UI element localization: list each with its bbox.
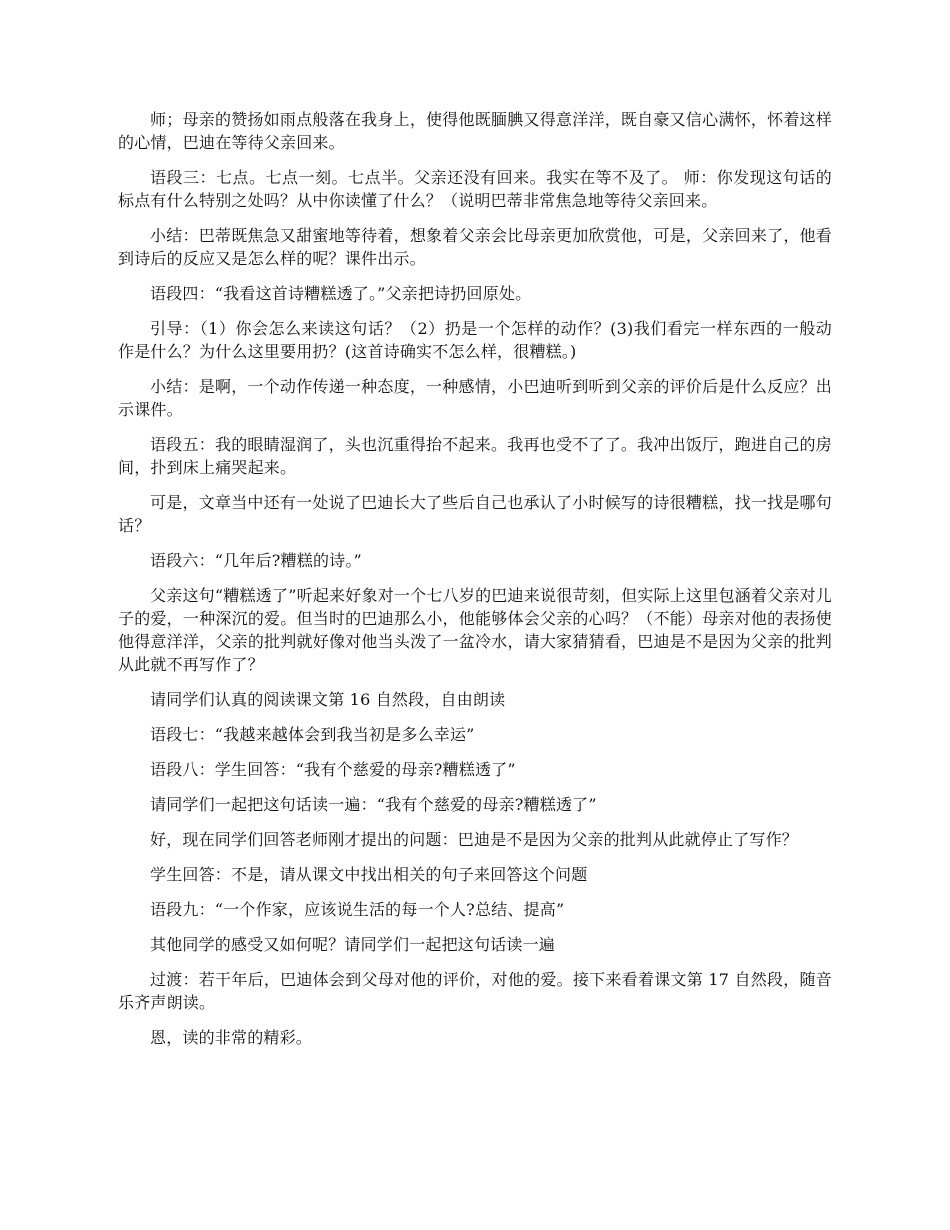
paragraph: 语段七：“我越来越体会到我当初是多么幸运” — [150, 725, 475, 744]
paragraph: 好，现在同学们回答老师刚才提出的问题：巴迪是不是因为父亲的批判从此就停止了写作？ — [150, 830, 799, 849]
paragraph: 过渡：若干年后，巴迪体会到父母对他的评价，对他的爱。接下来看着课文第 17 自然段，随音乐齐声朗读。 — [118, 970, 832, 1012]
paragraph: 小结：是啊，一个动作传递一种态度，一种感情，小巴迪听到听到父亲的评价后是什么反应？出示课件。 — [118, 377, 832, 419]
paragraph: 请同学们一起把这句话读一遍：“我有个慈爱的母亲?糟糕透了” — [150, 795, 597, 814]
paragraph: 语段九：“一个作家，应该说生活的每一个人?总结、提高” — [150, 900, 565, 919]
paragraph: 语段五：我的眼睛湿润了，头也沉重得抬不起来。我再也受不了了。我冲出饭厅，跑进自己的房间，扑到床上痛哭起来。 — [118, 435, 832, 477]
paragraph: 恩，读的非常的精彩。 — [150, 1028, 313, 1047]
paragraph: 父亲这句“糟糕透了”听起来好象对一个七八岁的巴迪来说很苛刻，但实际上这里包涵着父亲对儿子的爱，一种深沉的爱。但当时的巴迪那么小，他能够体会父亲的心吗？（不能）母亲对他的表扬使他得意洋洋，父亲的批判就好像对他当头泼了一盆冷水，请大家猜猜看，巴迪是不是因为父亲的批判从此就不再写作了？ — [118, 586, 832, 674]
paragraph: 引导：（1）你会怎么来读这句话？（2）扔是一个怎样的动作？(3)我们看完一样东西的一般动作是什么？为什么这里要用扔？(这首诗确实不怎么样，很糟糕。) — [118, 319, 832, 361]
paragraph: 语段六：“几年后?糟糕的诗。” — [150, 551, 362, 570]
paragraph: 师；母亲的赞扬如雨点般落在我身上，使得他既腼腆又得意洋洋，既自豪又信心满怀，怀着这样的心情，巴迪在等待父亲回来。 — [118, 110, 832, 152]
paragraph: 请同学们认真的阅读课文第 16 自然段，自由朗读 — [150, 690, 506, 709]
paragraph: 语段三：七点。七点一刻。七点半。父亲还没有回来。我实在等不及了。 师：你发现这句话的标点有什么特别之处吗？从中你读懂了什么？（说明巴蒂非常焦急地等待父亲回来。 — [118, 168, 832, 210]
paragraph: 语段八：学生回答：“我有个慈爱的母亲?糟糕透了” — [150, 760, 516, 779]
paragraph: 可是，文章当中还有一处说了巴迪长大了些后自己也承认了小时候写的诗很糟糕，找一找是哪句话？ — [118, 493, 832, 535]
paragraph: 语段四：“我看这首诗糟糕透了。”父亲把诗扔回原处。 — [150, 284, 532, 303]
paragraph: 学生回答：不是，请从课文中找出相关的句子来回答这个问题 — [150, 865, 588, 884]
paragraph: 其他同学的感受又如何呢？请同学们一起把这句话读一遍 — [150, 935, 556, 954]
paragraph: 小结：巴蒂既焦急又甜蜜地等待着，想象着父亲会比母亲更加欣赏他，可是，父亲回来了，他看到诗后的反应又是怎么样的呢？课件出示。 — [118, 226, 832, 268]
document-body — [118, 108, 832, 1061]
